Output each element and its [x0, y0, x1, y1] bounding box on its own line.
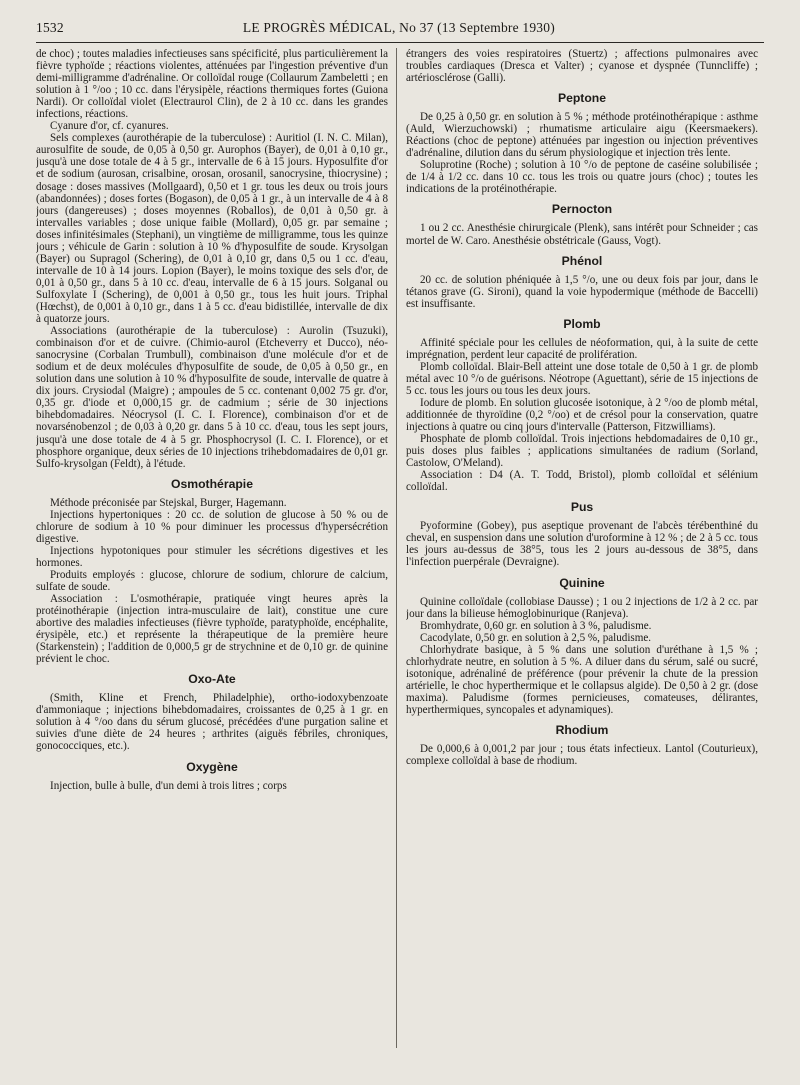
journal-title: LE PROGRÈS MÉDICAL, No 37 (13 Septembre 1930)	[242, 20, 555, 35]
paragraph: de choc) ; toutes maladies infectieuses sans spécificité, plus particulièrement la fièvre typhoïde ; réactions violentes, atténuées par l'ingestion préventive d'un demi-milligramme d'adrénaline. Or colloïdal rouge (Collaurum Zambeletti ; en solution à 1 °/oo ; 10 cc. dans l'érysipèle, réactions thermiques fortes (Guiona Nardi). Or colloïdal violet (Electraurol Clin), de 2 à 10 cc. dans les grandes infections, réactions.	[36, 48, 388, 121]
paragraph: De 0,000,6 à 0,001,2 par jour ; tous états infectieux. Lantol (Couturieux), complexe colloïdal à base de rhodium.	[406, 742, 758, 768]
paragraph: 20 cc. de solution phéniquée à 1,5 °/o, une ou deux fois par jour, dans le tétanos grave (G. Sironi), quand la voie hypodermique (méthode de Baccelli) est insuffisante.	[406, 273, 758, 310]
section-heading: Quinine	[559, 575, 605, 590]
paragraph: Association : D4 (A. T. Todd, Bristol), plomb colloïdal et sélénium colloïdal.	[406, 469, 758, 494]
column-divider	[396, 48, 397, 1048]
page-number: 1532	[36, 20, 64, 35]
paragraph: Affinité spéciale pour les cellules de néoformation, qui, à la suite de cette imprégnation, perdent leur capacité de prolifération.	[406, 336, 758, 361]
paragraph: Iodure de plomb. En solution glucosée isotonique, à 2 °/oo de plomb métal, additionnée de thyroïdine (0,2 °/oo) et de crésol pour la conservation, quatre injections à quatre ou cinq jours d'intervalle (Patterson, Fitzwilliams).	[406, 396, 758, 434]
paragraph: 1 ou 2 cc. Anesthésie chirurgicale (Plenk), sans intérêt pour Schneider ; cas mortel de W. Caro. Anesthésie obstétricale (Gauss, Vogt).	[406, 222, 758, 247]
header-rule	[36, 42, 764, 43]
section-heading: Peptone	[557, 91, 607, 106]
paragraph: De 0,25 à 0,50 gr. en solution à 5 % ; méthode protéinothérapique : asthme (Auld, Wierzuchowski) ; rhumatisme articulaire aigu (Keersmaekers). Réactions (choc de peptone) atténuées par ingestion ou injection préventives d'adrénaline, dilution dans du sérum physiologique et injection très lente.	[406, 111, 758, 160]
section-heading: Phénol	[561, 253, 603, 268]
paragraph: Association : L'osmothérapie, pratiquée vingt heures après la protéinothérapie (injection intra-musculaire de lait), constitue une cure abortive des maladies infectieuses (fièvre typhoïde, paratyphoïde, encéphalite, érysipèle, etc.) et représente la thérapeutique de la première heure (Starkenstein) ; l'addition de 0,000,5 gr de strychnine et de 0,10 gr. de quinine prévient le choc.	[36, 593, 388, 666]
paragraph: Cacodylate, 0,50 gr. en solution à 2,5 %, paludisme.	[420, 631, 652, 644]
section-heading: Pus	[570, 500, 594, 515]
paragraph: Injection, bulle à bulle, d'un demi à trois litres ; corps	[50, 779, 287, 792]
paragraph: Sels complexes (aurothérapie de la tuberculose) : Auritiol (I. N. C. Milan), aurosulfite de soude, de 0,05 à 0,50 gr. Aurophos (Bayer), de 0,01 à 0,10 gr., jusqu'à une dose totale de 4 à 5 gr., intervalle de 6 à 15 jours. Hyposulfite d'or et de sodium (aurosan, crisalbine, orosan, orosanil, sanocrysine, thiocrysine) ; dosage : doses massives (Mollgaard), 0,50 et 1 gr. tous les deux ou trois jours (abandonnées) ; doses fortes (Bogason), de 0,05 à 1 gr., à un intervalle de 4 à 8 jours (dangereuses) ; doses moyennes (Roballos), de 0,01 à 0,50 gr. à intervalles variables ; dose unique faible (Mollard), 0,05 gr. par semaine ; doses infinitésimales (Stephani), un vingtième de milligramme, tous les quinze jours ; véhicule de Garin : solution à 10 % d'hyposulfite de soude. Krysolgan (Bayer) ou Supragol (Schering), de 0,01 à 0,10 gr, dans 0,5 ou 1 cc. d'eau, intervalle de 10 à 14 jours. Lopion (Bayer), le moins toxique des sels d'or, de 0,01 à 0,50 gr., dans 5 à 10 cc. d'eau, intervalle de 6 à 15 jours. Solganal ou Sulfoxylate I (Schering), de 0,001 à 0,50 gr., tous les huit jours. Triphal (Hœchst), de 0,001 à 0,10 gr., dans 1 à 5 cc. d'eau bidistillée, intervalle de dix à quatorze jours.	[36, 132, 388, 326]
left-column	[36, 48, 388, 1073]
paragraph: étrangers des voies respiratoires (Stuertz) ; affections pulmonaires avec troubles cardiaques (Dresca et Valter) ; cyanose et dyspnée (Tunncliffe) ; artériosclérose (Galli).	[406, 48, 758, 85]
section-heading: Oxygène	[186, 759, 238, 774]
right-column	[406, 48, 758, 1073]
paragraph: (Smith, Kline et French, Philadelphie), ortho-iodoxybenzoate d'ammoniaque ; injections bihebdomadaires, croissantes de 0,25 à 1 gr. en solution à 4 °/oo dans du sérum glucosé, précédées d'une purgation saline et suivies d'une diète de 24 heures ; arthrites (aiguës fébriles, chroniques, gonococciques, etc.).	[36, 692, 388, 753]
paragraph: Plomb colloïdal. Blair-Bell atteint une dose totale de 0,50 à 1 gr. de plomb métal avec 10 °/o de guérisons. Néotrope (Aguettant), série de 15 injections de 5 cc. tous les jours ou tous les deux jours.	[406, 360, 758, 397]
paragraph: Injections hypotoniques pour stimuler les sécrétions digestives et les hormones.	[36, 544, 388, 569]
page-header	[36, 14, 764, 42]
paragraph: Produits employés : glucose, chlorure de sodium, chlorure de calcium, sulfate de soude.	[36, 568, 388, 593]
section-heading: Oxo-Ate	[188, 672, 236, 687]
paragraph: Méthode préconisée par Stejskal, Burger, Hagemann.	[50, 496, 287, 509]
paragraph: Chlorhydrate basique, à 5 % dans une solution d'uréthane à 1,5 % ; chlorhydrate neutre, en solution à 5 %. A diluer dans du sérum, salé ou sucré, isotonique, adrénaliné de préférence (pour prévenir la chute de la pression artérielle, le choc hyperthermique et le collapsus algide). De 0,50 à 2 gr. (dose maxima). Paludisme (formes pernicieuses, comateuses, délirantes, hyperthermiques, syncopales et adynamiques).	[406, 643, 758, 716]
paragraph: Bromhydrate, 0,60 gr. en solution à 3 %, paludisme.	[420, 619, 652, 632]
paragraph: Injections hypertoniques : 20 cc. de solution de glucose à 50 % ou de chlorure de sodium à 10 % pour diminuer les processus d'hypersécrétion digestive.	[36, 508, 388, 545]
section-heading: Osmothérapie	[171, 476, 253, 491]
paragraph: Cyanure d'or, cf. cyanures.	[50, 120, 169, 133]
paragraph: Soluprotine (Roche) ; solution à 10 °/o de peptone de caséine solubilisée ; de 1/4 à 1/2 cc. dans 10 cc. tous les trois ou quatre jours (choc) ; toutes les indications de la protéinothérapie.	[406, 159, 758, 196]
paragraph: Phosphate de plomb colloïdal. Trois injections hebdomadaires de 0,10 gr., puis doses plus faibles ; applications simultanées de radium (Sorland, Castolow, O'Meland).	[406, 433, 758, 470]
paragraph: Pyoformine (Gobey), pus aseptique provenant de l'abcès térébenthiné du cheval, en suspension dans une solution d'uroformine à 12 % ; de 2 à 5 cc. tous les jours au-dessus de 38°5, tous les 2 jours au-dessous de 38°5, dans l'infection puerpérale (Devraigne).	[406, 520, 758, 569]
section-heading: Rhodium	[555, 722, 609, 737]
section-heading: Plomb	[563, 316, 601, 331]
paragraph: Quinine colloïdale (collobiase Dausse) ; 1 ou 2 injections de 1/2 à 2 cc. par jour dans la bilieuse hémoglobinurique (Ranjeva).	[406, 595, 758, 620]
paragraph: Associations (aurothérapie de la tuberculose) : Aurolin (Tsuzuki), combinaison d'or et de cuivre. (Chimio-aurol (Etcheverry et Ducco), néo-sanocrysine (Corbalan Trumbull), combinaison d'une molécule d'or et de sodium et de deux molécules d'hyposulfite de soude, de 0,05 à 0,50 gr., en solution dans une solution à 10 % d'hyposulfite de soude, intervalle de quatre à dix jours. Crysiodal (Maigre) ; ampoules de 5 cc. contenant 0,002 75 gr. d'or, 0,35 gr. d'iode et 0,000,15 gr. de cadmium ; série de 30 injections bihebdomadaires. Néocrysol (I. C. I. Florence), combinaison d'or et de novarsénobenzol ; de 0,03 à 0,20 gr. dans 5 à 10 cc. d'eau, tous les sept jours, jusqu'à une dose totale de 4 à 5 gr. Phosphocrysol (I. C. I. Florence), or et phosphore organique, deux séries de 10 injections trihebdomadaires de 0,01 gr. Sulfo-krysolgan (Feldt), à l'étude.	[36, 325, 388, 470]
section-heading: Pernocton	[551, 202, 613, 217]
